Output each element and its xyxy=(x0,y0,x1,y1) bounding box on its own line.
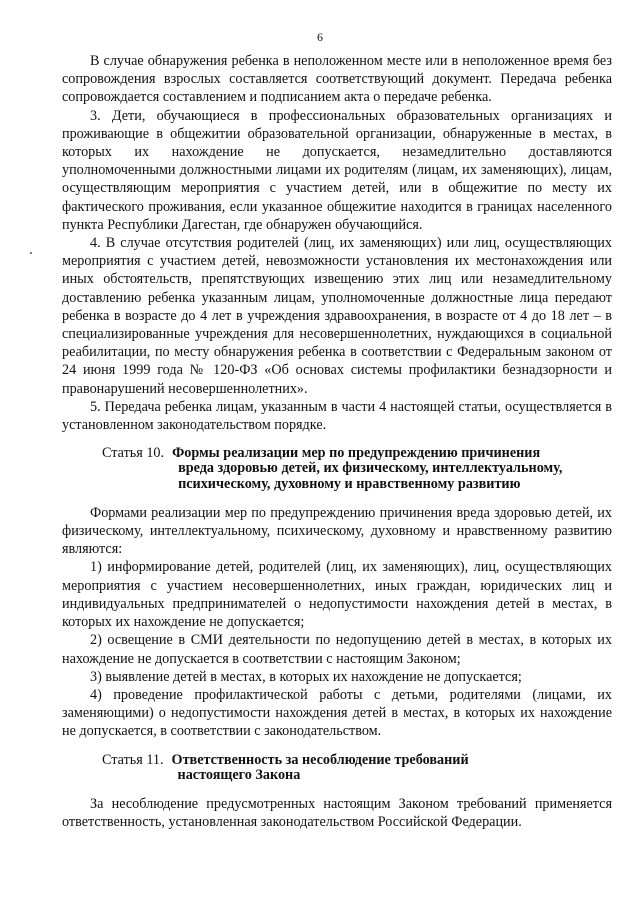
article-11-heading xyxy=(62,753,612,783)
list-item: 1) информирование детей, родителей (лиц, их заменяющих), лиц, осуществляющих мероприятия с участием несовершеннолетних, иных граждан, юридических лиц и индивидуальных предпринимателей о недопустимости нахождения детей в местах, в которых их нахождение не допускается; xyxy=(62,559,612,631)
article-10-heading xyxy=(62,446,612,492)
paragraph: 4. В случае отсутствия родителей (лиц, их заменяющих) или лиц, осуществляющих мероприятия с участием детей, невозможности установления их местонахождения или иных обстоятельств, препятствующих извещению этих лиц или незамедлительному доставлению ребенка указанным лицам, уполномоченные должностные лица передают ребенка в возрасте до 4 лет в учреждения здравоохранения, в возрасте от 4 до 18 лет – в специализированные учреждения для несовершеннолетних, нуждающихся в социальной реабилитации, по месту обнаружения ребенка в соответствии с Федеральным законом от 24 июня 1999 года № 120-ФЗ «Об основах системы профилактики безнадзорности и правонарушений несовершеннолетних». xyxy=(62,235,612,397)
article-title xyxy=(172,446,612,492)
paragraph: Формами реализации мер по предупреждению причинения вреда здоровью детей, их физическому, интеллектуальному, психическому, духовному и нравственному развитию являются: xyxy=(62,504,612,558)
article-title-line: психическому, духовному и нравственному развитию xyxy=(178,475,521,492)
paragraph: 3. Дети, обучающиеся в профессиональных образовательных организациях и проживающие в общежитии образовательной организации, обнаруженные в местах, в которых их нахождение не допускается, незамедлительно доставляются уполномоченными должностными лицами их родителям (лицам, их заменяющих), лицам, осуществляющим мероприятия с участием детей, или в общежитие по месту их фактического проживания, если указанное общежитие находится в границах населенного пункта Республики Дагестан, где обнаружен обучающийся. xyxy=(62,107,612,233)
article-title-line: вреда здоровью детей, их физическому, интеллектуальному, xyxy=(178,460,563,477)
article-title xyxy=(172,753,612,783)
article-title-line: настоящего Закона xyxy=(177,766,301,783)
list-item: 3) выявление детей в местах, в которых их нахождение не допускается; xyxy=(90,668,522,685)
list-item: 2) освещение в СМИ деятельности по недопущению детей в местах, в которых их нахождение не допускается в соответствии с настоящим Законом; xyxy=(62,632,612,667)
scan-speck xyxy=(30,252,32,254)
page-number: 6 xyxy=(317,30,323,44)
article-label: Статья 11. xyxy=(102,751,164,768)
paragraph: В случае обнаружения ребенка в неположенном месте или в неположенное время без сопровождения взрослых составляется соответствующий документ. Передача ребенка сопровождается составлением и подписанием акта о передаче ребенка. xyxy=(62,53,612,106)
document-body xyxy=(62,52,612,831)
article-label: Статья 10. xyxy=(102,445,165,462)
paragraph: 5. Передача ребенка лицам, указанным в части 4 настоящей статьи, осуществляется в установленном законодательством порядке. xyxy=(62,398,612,434)
list-item: 4) проведение профилактической работы с детьми, родителями (лицами, их заменяющими) о недопустимости нахождения детей в местах, в которых их нахождение не допускается, в соответствии с законодательством. xyxy=(62,686,612,740)
article-title-line: Ответственность за несоблюдение требований xyxy=(171,751,469,768)
article-title-line: Формы реализации мер по предупреждению причинения xyxy=(172,445,541,462)
paragraph: За несоблюдение предусмотренных настоящим Законом требований применяется ответственность, установленная законодательством Российской Федерации. xyxy=(62,795,612,831)
